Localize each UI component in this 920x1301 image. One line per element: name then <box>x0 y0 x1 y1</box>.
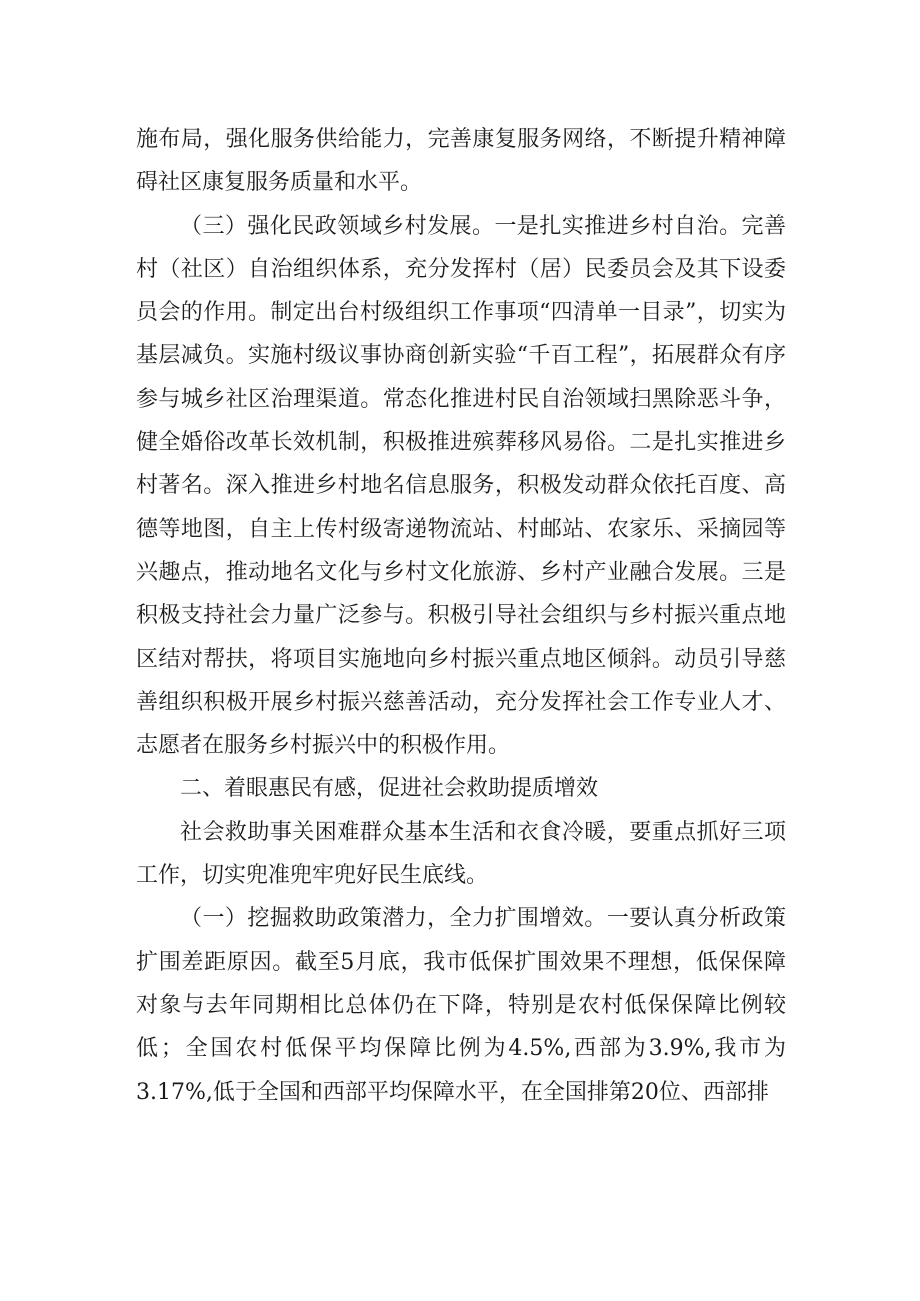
paragraph-policy-potential: （一）挖掘救助政策潜力，全力扩围增效。一要认真分析政策扩围差距原因。截至5月底，我市低保扩围效果不理想，低保保障对象与去年同期相比总体仍在下降，特别是农村低保保障比例较低；全国农村低保平均保障比例为4.5%,西部为3.9%,我市为3.17%,低于全国和西部平均保障水平，在全国排第20位、西部排 <box>136 906 786 1105</box>
paragraph-social-assistance-intro: 社会救助事关困难群众基本生活和衣食冷暖，要重点抓好三项工作，切实兜准兜牢兜好民生底线。 <box>136 819 786 889</box>
document-body <box>136 118 786 1114</box>
section-heading-social-assistance: 二、着眼惠民有感，促进社会救助提质增效 <box>180 776 599 802</box>
paragraph-rural-development: （三）强化民政领域乡村发展。一是扎实推进乡村自治。完善村（社区）自治组织体系，充分发挥村（居）民委员会及其下设委员会的作用。制定出台村级组织工作事项“四清单一目录”，切实为基层减负。实施村级议事协商创新实验“千百工程”，拓展群众有序参与城乡社区治理渠道。常态化推进村民自治领域扫黑除恶斗争，健全婚俗改革长效机制，积极推进殡葬移风易俗。二是扎实推进乡村著名。深入推进乡村地名信息服务，积极发动群众依托百度、高德等地图，自主上传村级寄递物流站、村邮站、农家乐、采摘园等兴趣点，推动地名文化与乡村文化旅游、乡村产业融合发展。三是积极支持社会力量广泛参与。积极引导社会组织与乡村振兴重点地区结对帮扶，将项目实施地向乡村振兴重点地区倾斜。动员引导慈善组织积极开展乡村振兴慈善活动，充分发挥社会工作专业人才、志愿者在服务乡村振兴中的积极作用。 <box>136 213 786 759</box>
paragraph-continuation: 施布局，强化服务供给能力，完善康复服务网络，不断提升精神障碍社区康复服务质量和水平。 <box>136 127 786 196</box>
